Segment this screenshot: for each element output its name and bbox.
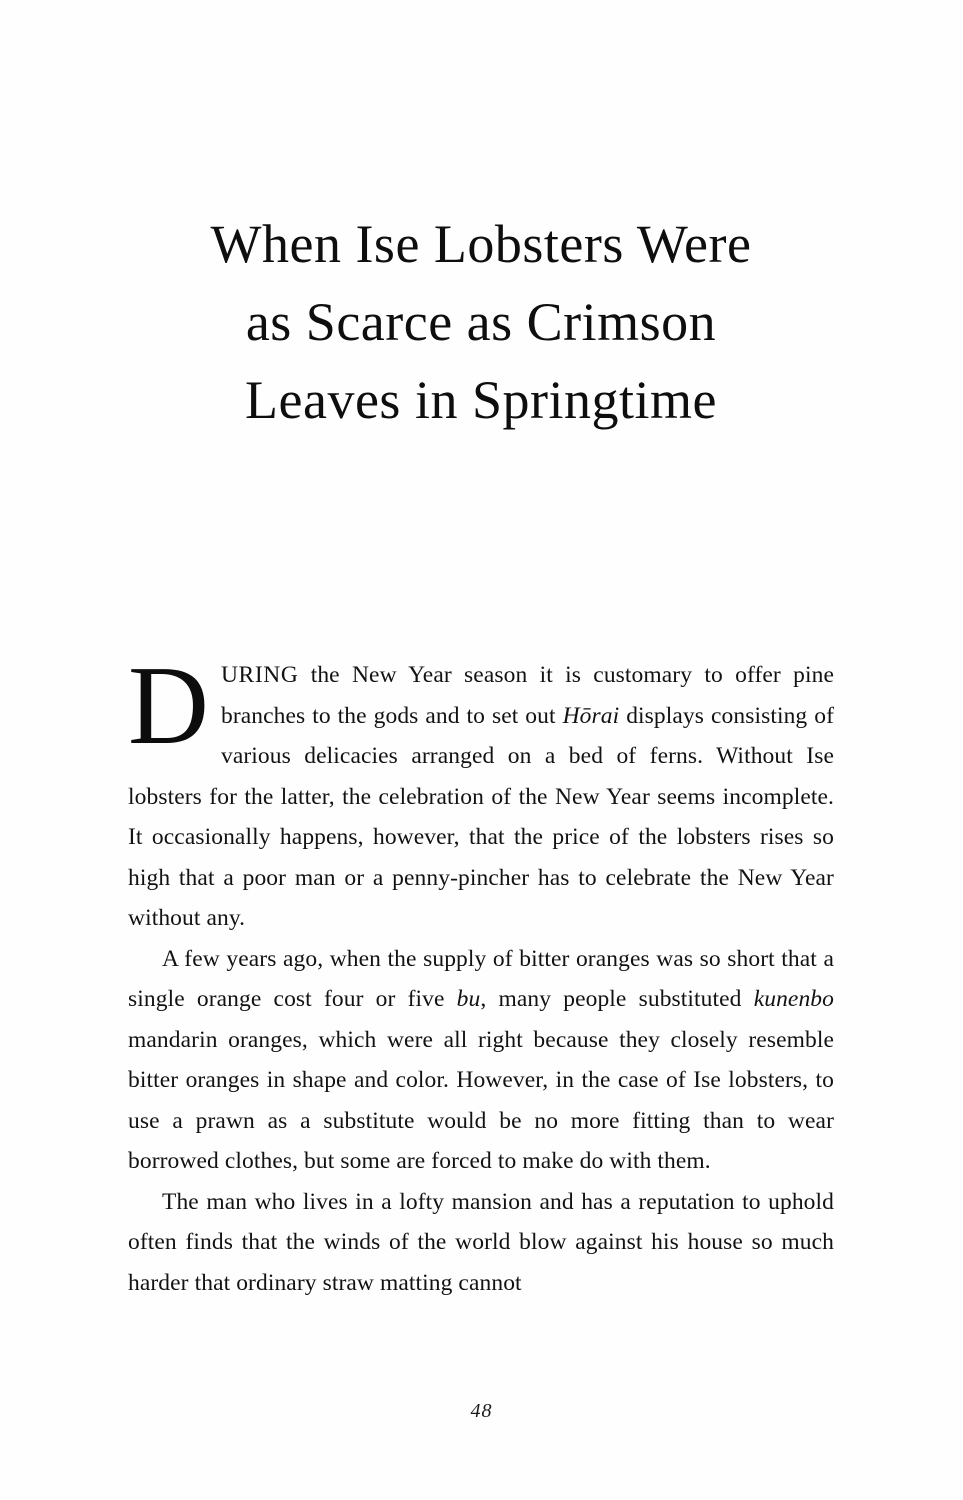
body-text (128, 644, 834, 1303)
paragraph-2-text-a: A few years ago, when the supply of bitter oranges was so short that a single orange cost four or five (128, 945, 834, 1012)
paragraph-2-italic-kunenbo: kunenbo (753, 986, 834, 1012)
paragraph-2-text-b: , many people substituted (480, 986, 754, 1012)
title-line-1: When Ise Lobsters Were (210, 214, 752, 274)
paragraph-3-text: The man who lives in a lofty mansion and has a reputation to uphold often finds that the winds of the world blow against his house so much harder that ordinary straw matting cannot (128, 1188, 834, 1296)
paragraph-2-italic-bu: bu (456, 986, 481, 1012)
paragraph-2-text-c: mandarin oranges, which were all right because they closely resemble bitter oranges in shape and color. However, in the case of Ise lobsters, to use a prawn as a substitute would be no more fitting than to wear borrowed clothes, but some are forced to make do with them. (128, 1026, 834, 1174)
title-line-2: as Scarce as Crimson (245, 292, 717, 352)
paragraph-1 (128, 644, 834, 939)
paragraph-1-text-a: the New Year season it is customary to offer pine branches to the gods and to set out (220, 662, 834, 729)
paragraph-3 (128, 1182, 834, 1304)
page-number: 48 (470, 1400, 493, 1422)
page-title (128, 205, 834, 439)
drop-cap: D (128, 644, 209, 768)
paragraph-2 (128, 939, 834, 1182)
title-line-3: Leaves in Springtime (245, 370, 717, 430)
paragraph-1-text-b: displays consisting of various delicacies arranged on a bed of ferns. Without Ise lobsters for the latter, the celebration of the New Year seems incomplete. It occasionally happens, however, that the price of the lobsters rises so high that a poor man or a penny-pincher has to celebrate the New Year without any. (128, 702, 834, 931)
paragraph-1-smallcaps: URING (220, 662, 299, 688)
paragraph-1-italic-horai: Hōrai (562, 702, 620, 729)
